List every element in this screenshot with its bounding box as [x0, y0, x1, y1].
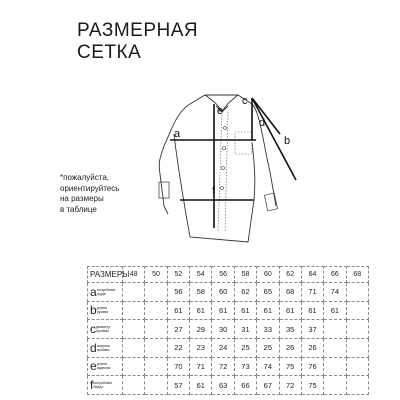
row-label — [88, 376, 123, 395]
size-header: 66 — [324, 267, 346, 283]
table-cell: 30 — [212, 320, 234, 339]
table-cell — [123, 320, 145, 339]
row-description-line: полуобхват — [96, 287, 116, 292]
row-description-line: груди — [96, 291, 106, 296]
row-description-line: полуобхват — [93, 381, 113, 386]
table-cell: 73 — [234, 357, 256, 376]
row-description-line: проймы — [96, 347, 110, 352]
table-row — [88, 338, 369, 357]
shirt-button — [224, 127, 227, 130]
size-header: 54 — [190, 267, 212, 283]
shirt-diagram — [130, 82, 330, 252]
size-header: 64 — [301, 267, 323, 283]
measure-line-d — [252, 98, 280, 134]
table-cell — [145, 357, 167, 376]
table-corner-label: РАЗМЕРЫ — [88, 267, 123, 283]
table-cell: 66 — [234, 376, 256, 395]
note-line: ориентируйтесь — [60, 183, 120, 193]
table-cell: 71 — [190, 357, 212, 376]
row-letter: d — [90, 340, 97, 355]
table-cell: 61 — [234, 301, 256, 320]
table-cell: 68 — [279, 282, 301, 301]
note-line: *пожалуйста, — [60, 173, 109, 182]
size-header: 62 — [279, 267, 301, 283]
row-label — [88, 320, 123, 339]
row-description — [97, 288, 117, 296]
table-cell — [346, 282, 368, 301]
table-row — [88, 357, 369, 376]
table-cell: 24 — [212, 338, 234, 357]
table-cell: 26 — [279, 338, 301, 357]
shirt-placket-2 — [225, 112, 228, 232]
table-cell — [145, 301, 167, 320]
table-cell — [123, 301, 145, 320]
row-label — [88, 338, 123, 357]
row-description — [97, 344, 117, 352]
table-cell: 29 — [190, 320, 212, 339]
table-cell — [123, 282, 145, 301]
table-cell: 31 — [234, 320, 256, 339]
table-cell: 33 — [257, 320, 279, 339]
page-title — [77, 20, 198, 64]
table-cell: 37 — [301, 320, 323, 339]
table-cell — [324, 357, 346, 376]
table-cell: 67 — [257, 376, 279, 395]
size-note — [60, 173, 150, 215]
row-description-line: диаметр — [96, 325, 111, 330]
title-line-2: СЕТКА — [77, 42, 142, 63]
table-cell: 61 — [257, 301, 279, 320]
table-cell — [346, 338, 368, 357]
table-cell — [145, 338, 167, 357]
table-cell: 75 — [301, 376, 323, 395]
label-d: d — [259, 117, 266, 129]
table-cell — [346, 357, 368, 376]
table-row — [88, 301, 369, 320]
table-cell: 72 — [212, 357, 234, 376]
row-label — [88, 357, 123, 376]
row-description-line: рукава — [96, 310, 108, 315]
table-row — [88, 320, 369, 339]
row-letter: a — [90, 284, 97, 299]
row-description-line: ширина — [96, 343, 110, 348]
shirt-button — [221, 187, 224, 190]
table-cell: 72 — [279, 376, 301, 395]
row-letter: c — [90, 322, 96, 337]
row-letter: f — [90, 378, 94, 393]
table-cell: 27 — [167, 320, 189, 339]
table-cell — [123, 376, 145, 395]
shirt-button — [223, 147, 226, 150]
table-cell — [145, 376, 167, 395]
table-cell: 56 — [167, 282, 189, 301]
size-header: 68 — [346, 267, 368, 283]
row-letter: e — [90, 359, 97, 374]
table-cell: 70 — [167, 357, 189, 376]
table-cell: 60 — [212, 282, 234, 301]
table-cell: 61 — [190, 301, 212, 320]
size-header: 60 — [257, 267, 279, 283]
row-description — [97, 362, 117, 370]
table-cell — [145, 282, 167, 301]
size-table — [87, 266, 369, 395]
table-cell: 61 — [279, 301, 301, 320]
row-letter: b — [90, 303, 97, 318]
table-cell — [346, 301, 368, 320]
label-c: c — [242, 95, 248, 107]
row-description — [97, 306, 117, 314]
table-cell — [324, 320, 346, 339]
label-a: a — [174, 128, 181, 140]
table-cell: 23 — [190, 338, 212, 357]
table-cell: 58 — [190, 282, 212, 301]
title-line-1: РАЗМЕРНАЯ — [77, 20, 199, 41]
size-header: 52 — [167, 267, 189, 283]
row-description-line: бедер — [93, 385, 104, 390]
table-row — [88, 282, 369, 301]
label-f: f — [212, 185, 216, 197]
row-description-line: длина — [96, 362, 107, 367]
table-cell: 74 — [324, 282, 346, 301]
table-cell — [145, 320, 167, 339]
row-description-line: проймы — [96, 329, 110, 334]
row-description-line: изделия — [96, 366, 111, 371]
row-description-line: длина — [96, 306, 107, 311]
table-cell: 62 — [234, 282, 256, 301]
row-label — [88, 282, 123, 301]
note-line: в таблице — [60, 204, 97, 214]
table-cell: 57 — [167, 376, 189, 395]
table-cell — [123, 338, 145, 357]
table-cell: 22 — [167, 338, 189, 357]
table-cell — [346, 376, 368, 395]
table-cell: 71 — [301, 282, 323, 301]
shirt-cuff — [159, 182, 169, 198]
size-header: 56 — [212, 267, 234, 283]
row-description — [93, 381, 113, 389]
note-line: на размеры — [60, 194, 104, 203]
table-cell: 61 — [301, 301, 323, 320]
table-cell: 74 — [257, 357, 279, 376]
table-cell: 61 — [212, 301, 234, 320]
table-cell: 25 — [234, 338, 256, 357]
table-cell: 65 — [257, 282, 279, 301]
table-header-row — [88, 267, 369, 283]
size-header: 48 — [123, 267, 145, 283]
table-cell: 61 — [167, 301, 189, 320]
table-cell: 61 — [190, 376, 212, 395]
table-cell: 35 — [279, 320, 301, 339]
shirt-button — [222, 167, 225, 170]
table-cell — [346, 320, 368, 339]
size-header: 58 — [234, 267, 256, 283]
row-description — [96, 325, 116, 333]
table-cell — [324, 338, 346, 357]
size-header: 50 — [145, 267, 167, 283]
table-cell — [123, 357, 145, 376]
table-cell — [324, 376, 346, 395]
table-cell: 63 — [212, 376, 234, 395]
row-label — [88, 301, 123, 320]
table-cell: 75 — [279, 357, 301, 376]
label-e: e — [217, 105, 224, 117]
table-cell: 61 — [324, 301, 346, 320]
table-cell: 26 — [301, 338, 323, 357]
table-cell: 76 — [301, 357, 323, 376]
table-cell: 25 — [257, 338, 279, 357]
label-b: b — [284, 135, 291, 147]
shirt-placket — [218, 112, 222, 232]
shirt-pocket — [235, 132, 252, 154]
table-row — [88, 376, 369, 395]
